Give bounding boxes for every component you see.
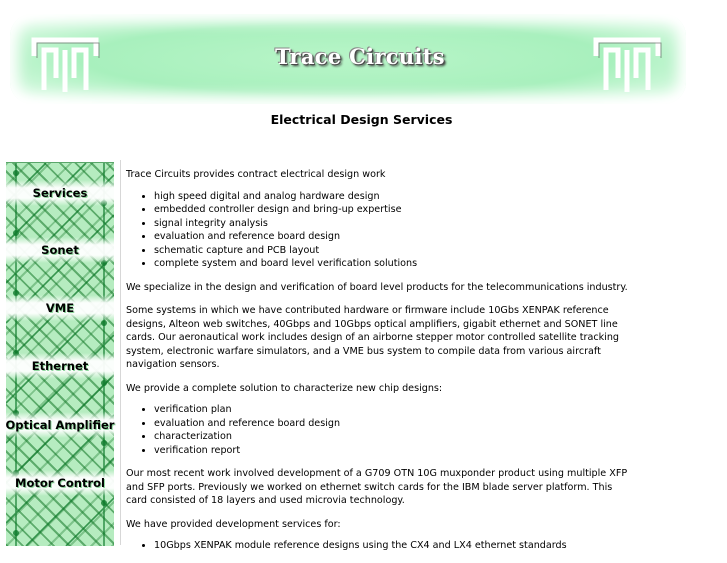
list-item: • complete system and board level verification solutions: [154, 257, 636, 271]
provided-services-list: [126, 539, 636, 553]
sidebar-nav: [6, 162, 114, 546]
services-list: [126, 190, 636, 271]
list-item: • embedded controller design and bring-up expertise: [154, 203, 636, 217]
list-item: • signal integrity analysis: [154, 217, 636, 231]
list-item: • evaluation and reference board design: [154, 230, 636, 244]
list-item: • schematic capture and PCB layout: [154, 244, 636, 258]
sidebar-item-motor-control[interactable]: Motor Control: [6, 470, 114, 496]
list-item: • 10Gbps XENPAK module reference designs using the CX4 and LX4 ethernet standards: [154, 539, 636, 553]
list-item: • evaluation and reference board design: [154, 417, 636, 431]
page-title: Electrical Design Services: [270, 112, 453, 127]
site-banner: [10, 14, 686, 104]
chip-solution-paragraph: We provide a complete solution to characterize new chip designs:: [126, 382, 443, 394]
systems-paragraph: Some systems in which we have contributed hardware or firmware include 10Gbs XENPAK reference designs, Alteon web switches, 40Gbps and 10Gbps optical amplifiers, gigabit ethernet and SONET line cards. Our aeronautical work includes design of an airborne stepper motor controlled satellite tracking system, electronic warfare simulators, and a VME bus system to compile data from various aircraft navigation sensors.: [126, 305, 620, 370]
sidebar-item-vme[interactable]: VME: [6, 295, 114, 321]
column-divider: [120, 160, 121, 545]
recent-work-paragraph: Our most recent work involved development of a G709 OTN 10G muxponder product using multiple XFP and SFP ports. Previously we worked on ethernet switch cards for the IBM blade server platform. This card consisted of 18 layers and used microvia technology.: [126, 468, 628, 506]
list-item: • verification plan: [154, 403, 636, 417]
main-content: [126, 168, 636, 563]
provided-services-paragraph: We have provided development services for:: [126, 518, 341, 530]
site-title: Trace Circuits: [275, 44, 445, 69]
intro-text: Trace Circuits provides contract electrical design work: [126, 169, 386, 180]
list-item: • characterization: [154, 430, 636, 444]
trace-circuits-logo-icon: [592, 34, 662, 94]
specialize-paragraph: We specialize in the design and verification of board level products for the telecommunications industry.: [126, 281, 628, 293]
list-item: • high speed digital and analog hardware design: [154, 190, 636, 204]
list-item: • verification report: [154, 444, 636, 458]
sidebar-item-optical-amplifier[interactable]: Optical Amplifier: [6, 412, 114, 438]
trace-circuits-logo-icon: [30, 34, 100, 94]
chip-solution-list: [126, 403, 636, 457]
sidebar-item-ethernet[interactable]: Ethernet: [6, 353, 114, 379]
sidebar-item-services[interactable]: Services: [6, 180, 114, 206]
sidebar-item-sonet[interactable]: Sonet: [6, 237, 114, 263]
